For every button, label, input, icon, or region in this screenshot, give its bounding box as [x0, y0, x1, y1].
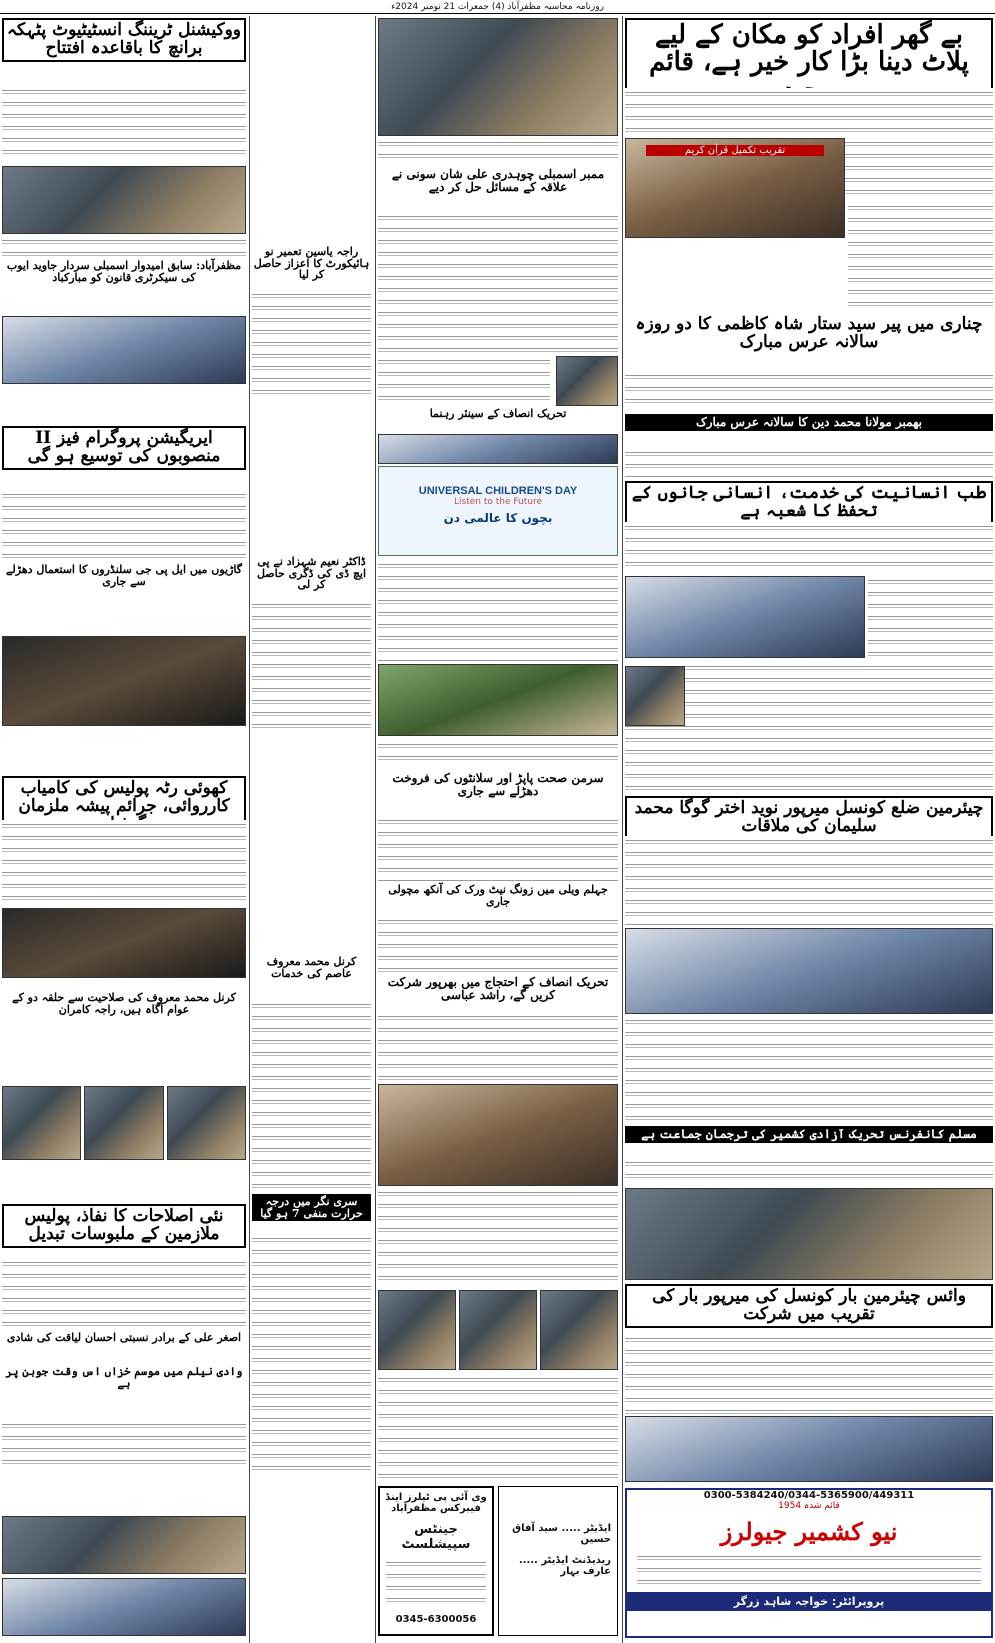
- article-body: [378, 916, 618, 974]
- resident-editor-line: ریذیڈنٹ ایڈیٹر ..... عارف بہار: [518, 1555, 611, 1577]
- headline-irrigation: ایریگیشن پروگرام فیز II منصوبوں کی توسیع ہو گی: [2, 426, 246, 470]
- headline-pti-leader: تحریک انصاف کے سینئر رہنما: [429, 407, 567, 420]
- photo-bar-ceremony: [625, 1416, 993, 1482]
- portrait: [84, 1086, 163, 1160]
- headline-high-court: راجہ یاسین تعمیر نو ہائیکورٹ کا اعزاز حاصل کر لیا: [253, 245, 370, 282]
- photo-quran-ceremony: [625, 138, 845, 238]
- banner-childrens-day: [378, 466, 618, 556]
- photo-graduate: [556, 356, 618, 406]
- ad-body: [386, 1558, 486, 1608]
- portrait: [459, 1290, 537, 1370]
- jeweler-owner: پروپرائٹر: خواجہ شاہد زرگر: [627, 1592, 991, 1611]
- ad-jewelers: [625, 1488, 993, 1638]
- article-body: [252, 1234, 371, 1474]
- article-body: [848, 202, 993, 312]
- article-body: [378, 1012, 618, 1082]
- caption: [378, 740, 618, 768]
- ad-body: [637, 1552, 981, 1586]
- headline-bar-council: وائس چیئرمین بار کونسل کی میرپور بار کی تقریب میں شرکت: [625, 1284, 993, 1328]
- headline-police-action: کھوئی رٹہ پولیس کی کامیاب کارروائی، جرائم پیشہ ملزمان: [2, 776, 246, 838]
- article-body: [625, 836, 993, 926]
- photo-arrested: [2, 636, 246, 726]
- article-body: [252, 290, 371, 400]
- headline-lpg: گاڑیوں میں ایل پی جی سلنڈروں کا استعمال دھڑلے سے جاری: [5, 563, 242, 588]
- photo-portrait: [625, 666, 685, 726]
- headline-plot-charity: بے گھر افراد کو مکان کے لیے پلاٹ دینا بڑا کار خیر ہے، قائم: [625, 18, 993, 108]
- portrait: [167, 1086, 246, 1160]
- tailor-subtitle: جینٹس سپیشلسٹ: [401, 1522, 471, 1552]
- photo-meeting-group: [625, 928, 993, 1014]
- article-body: [378, 560, 618, 662]
- caption: [378, 138, 618, 166]
- article-body: [378, 212, 618, 352]
- portrait: [540, 1290, 618, 1370]
- headline-police-uniform: نئی اصلاحات کا نفاذ، پولیس ملازمین کے ملبوسات تبدیل: [2, 1204, 246, 1248]
- article-body: [625, 448, 993, 478]
- article-body: [868, 576, 993, 658]
- dateline: روزنامہ محاسبہ مظفرآباد (4) جمعرات 21 نومبر 2024ء: [0, 0, 995, 14]
- article-body: [2, 1420, 246, 1468]
- article-body: [378, 1188, 618, 1288]
- portrait: [2, 1086, 81, 1160]
- article-body: [378, 816, 618, 882]
- photo-ribbon-cutting: [625, 576, 865, 658]
- headline-food-sale: سرمن صحت پاپڑ اور سلانٹوں کی فروخت دھڑلے سے جاری: [392, 771, 604, 798]
- article-body: [625, 88, 993, 136]
- headline-muslim-conference: مسلم کانفرنس تحریک آزادی کشمیر کی ترجمان جماعت ہے: [625, 1126, 993, 1143]
- article-body: [252, 600, 371, 730]
- photo-children-group: [378, 434, 618, 464]
- article-body: [378, 356, 550, 406]
- photo-visit-elderly: [378, 18, 618, 136]
- headline-urs-bhimber: بھمبر مولانا محمد دین کا سالانہ عرس مبارک: [625, 414, 993, 431]
- article-body: [252, 1000, 371, 1190]
- portrait-row: [2, 1086, 246, 1160]
- photo-group: [2, 316, 246, 384]
- photo-wedding: [2, 1578, 246, 1636]
- imprint-box: [498, 1486, 618, 1636]
- banner-title: UNIVERSAL CHILDREN'S DAY: [418, 485, 578, 497]
- jeweler-since: قائم شدہ 1954: [778, 1501, 840, 1511]
- article-body: [625, 371, 993, 411]
- article-body: [625, 1334, 993, 1414]
- headline-neelum: وادی نیلم میں موسم خزاں اس وقت جوبن پر ہے: [5, 1365, 243, 1390]
- photo-gathering: [2, 1516, 246, 1574]
- headline-srinagar-temp: سری نگر میں درجہ حرارت منفی 7 ہو گیا: [252, 1194, 371, 1221]
- headline-wedding: اصغر علی کے برادر نسبتی احسان لیاقت کی شادی: [6, 1331, 242, 1344]
- headline-zong-network: جہلم ویلی میں زونگ نیٹ ورک کی آنکھ مچولی جاری: [388, 883, 608, 908]
- caption: [2, 236, 246, 256]
- column-center-right: [375, 16, 620, 1643]
- headline-mla-issues: ممبر اسمبلی چوہدری علی شان سونی نے علاقہ کے مسائل حل کر دیے: [391, 167, 605, 194]
- tailor-phone: 0345-6300056: [395, 1614, 477, 1625]
- photo-fire: [2, 908, 246, 978]
- jeweler-title: نیو کشمیر جیولرز: [720, 1517, 898, 1546]
- photo-construction: [378, 1084, 618, 1186]
- article-body: [378, 1374, 618, 1482]
- banner-subtitle: Listen to the Future: [453, 497, 543, 507]
- headline-medicine-humanity: طب انسانیت کی خدمت، انسانی جانوں کے تحفظ کا شعبہ ہے: [625, 481, 993, 525]
- headline-congratulation: مظفرآباد: سابق امیدوار اسمبلی سردار جاوید ایوب کی سیکرٹری قانون کو مبارکباد: [6, 259, 242, 284]
- portrait-row: [378, 1290, 618, 1370]
- tailor-title: وی آئی پی ٹیلرز اینڈ فیبرکس مظفرآباد: [385, 1492, 487, 1514]
- column-right: [622, 16, 995, 1643]
- article-body: [625, 522, 993, 574]
- ad-tailors: [378, 1486, 494, 1636]
- photo-office-meeting: [2, 166, 246, 234]
- article-body: [2, 490, 246, 560]
- banner-urdu-title: بچوں کا عالمی دن: [443, 511, 553, 525]
- column-left: [0, 16, 248, 1643]
- photo-bar-council: [625, 1188, 993, 1280]
- headline-vocational: ووکیشنل ٹریننگ انسٹیٹیوٹ پٹہکہ برانچ کا باقاعدہ افتتاح: [2, 18, 246, 62]
- photo-tree-plantation: [378, 664, 618, 736]
- editor-line: ایڈیٹر ..... سید آفاق حسین: [512, 1523, 611, 1545]
- article-body: [2, 820, 246, 904]
- jeweler-phone: 0300-5384240/0344-5365900/449311: [703, 1490, 915, 1501]
- headline-urs-chinari: چناری میں پیر سید ستار شاہ کاظمی کا دو روزہ سالانہ عرس مبارک: [635, 314, 983, 352]
- headline-phd: ڈاکٹر نعیم شہزاد نے پی ایچ ڈی کی ڈگری حاصل کر لی: [256, 555, 367, 592]
- article-body: [2, 1258, 246, 1328]
- article-body: [625, 1016, 993, 1124]
- headline-colonel: کرنل محمد معروف عاصم کی خدمات: [266, 955, 357, 980]
- column-center-left: [249, 16, 373, 1643]
- portrait: [378, 1290, 456, 1370]
- article-body: [625, 1158, 993, 1186]
- headline-pti-protest: تحریک انصاف کے احتجاج میں بھرپور شرکت کریں گے، راشد عباسی: [387, 975, 609, 1002]
- headline-council-meeting: چیئرمین ضلع کونسل میرپور نوید اختر گوگا محمد سلیمان کی ملاقات: [625, 796, 993, 840]
- banner-text: تقریب تکمیل قرآن کریم: [646, 145, 824, 156]
- headline-colonel-maroof: کرنل محمد معروف کی صلاحیت سے حلقہ دو کے عوام آگاہ ہیں، راجہ کامران: [12, 991, 236, 1016]
- article-body: [2, 86, 246, 162]
